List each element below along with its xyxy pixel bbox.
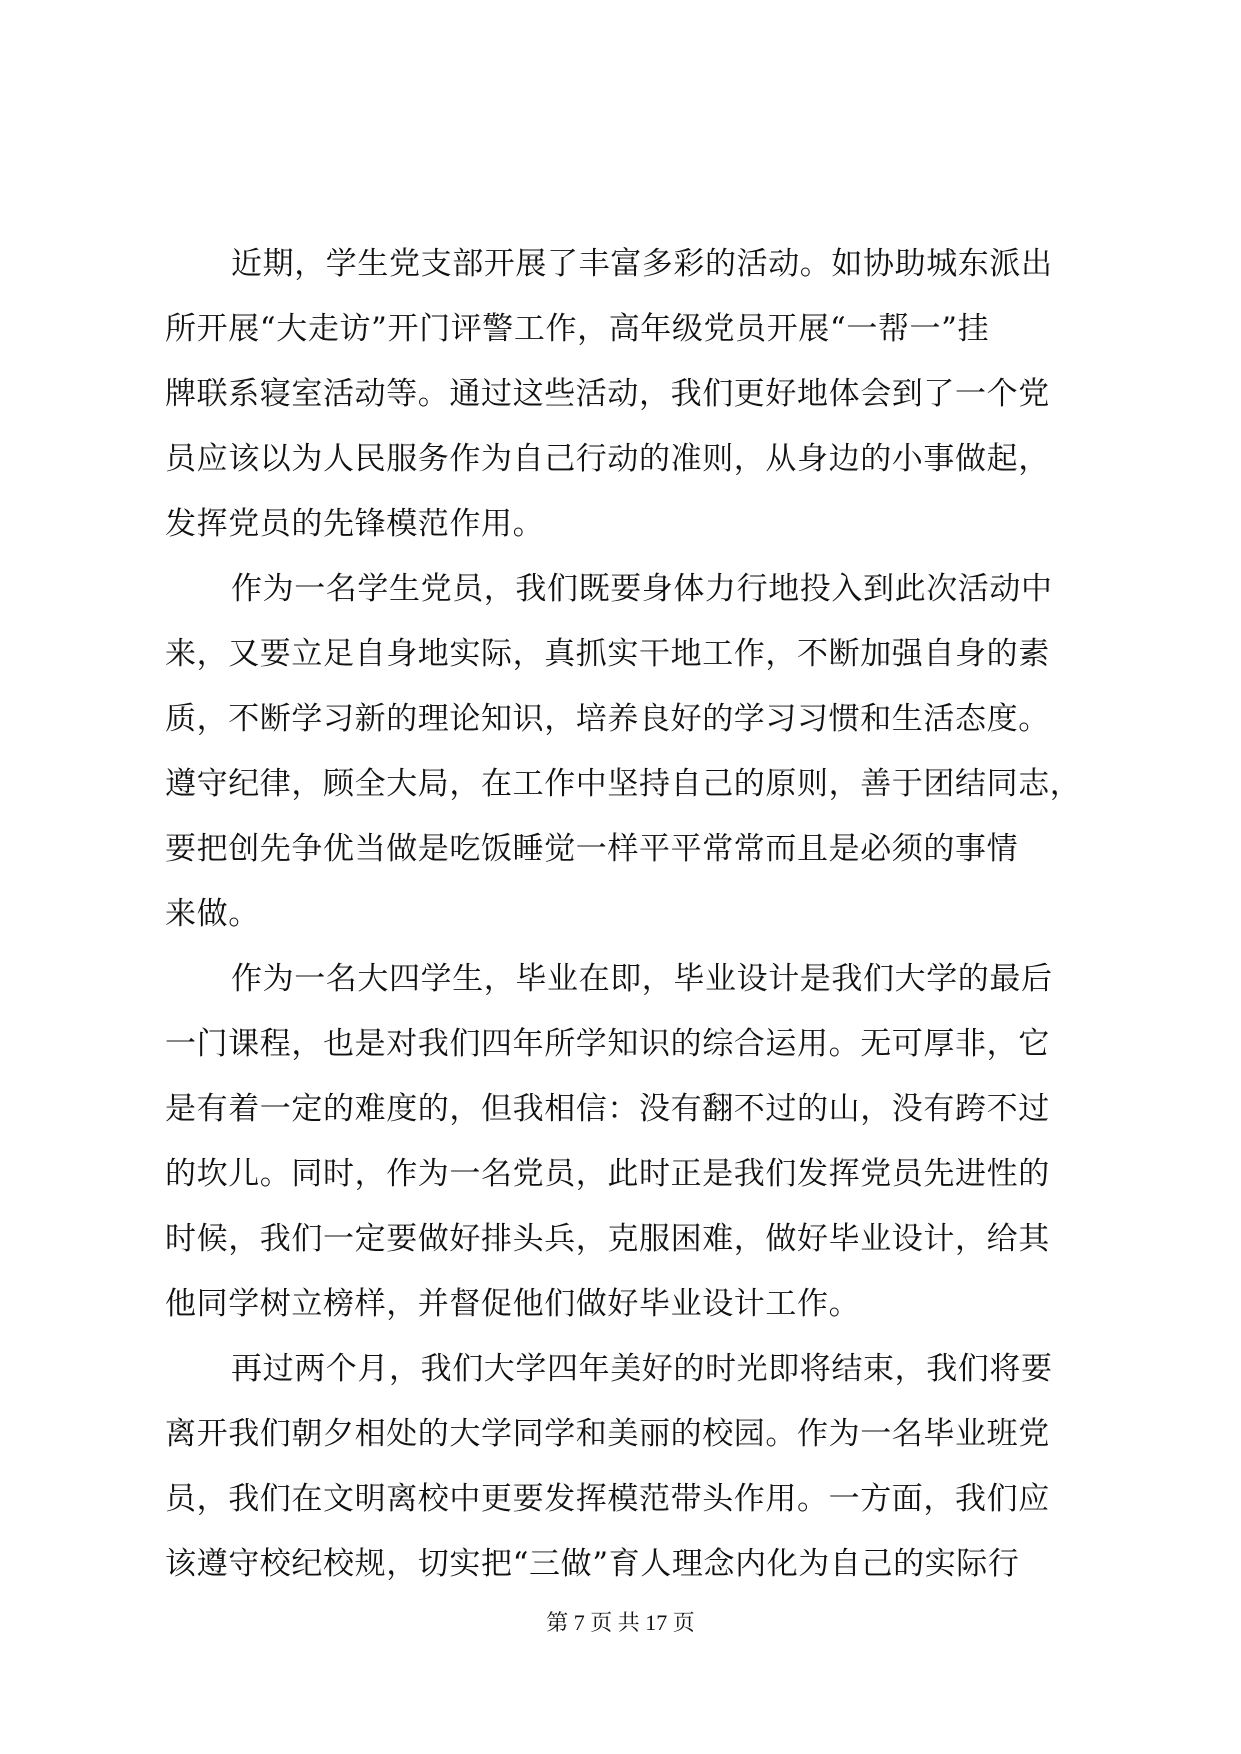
text-line: 来做。 (165, 896, 260, 932)
text-line: 所开展“大走访”开门评警工作，高年级党员开展“一帮一”挂 (165, 311, 990, 347)
text-line: 近期，学生党支部开展了丰富多彩的活动。如协助城东派出 (231, 246, 1053, 282)
text-line: 发挥党员的先锋模范作用。 (165, 506, 545, 542)
text-line: 作为一名大四学生，毕业在即，毕业设计是我们大学的最后 (231, 961, 1053, 997)
text-line: 的坎儿。同时，作为一名党员，此时正是我们发挥党员先进性的 (165, 1156, 1050, 1192)
paragraph-1 (165, 232, 1085, 557)
text-line: 离开我们朝夕相处的大学同学和美丽的校园。作为一名毕业班党 (165, 1416, 1050, 1452)
text-line: 来，又要立足自身地实际，真抓实干地工作，不断加强自身的素 (165, 636, 1050, 672)
text-line: 是有着一定的难度的，但我相信：没有翻不过的山，没有跨不过 (165, 1091, 1050, 1127)
text-line: 再过两个月，我们大学四年美好的时光即将结束，我们将要 (231, 1351, 1053, 1387)
text-line: 要把创先争优当做是吃饭睡觉一样平平常常而且是必须的事情 (165, 831, 1019, 867)
page-number-footer: 第 7 页 共 17 页 (546, 1610, 695, 1635)
text-line: 一门课程，也是对我们四年所学知识的综合运用。无可厚非，它 (165, 1026, 1050, 1062)
text-line: 遵守纪律，顾全大局，在工作中坚持自己的原则，善于团结同志， (165, 766, 1082, 802)
text-line: 员应该以为人民服务作为自己行动的准则，从身边的小事做起， (165, 441, 1050, 477)
text-line: 他同学树立榜样，并督促他们做好毕业设计工作。 (165, 1286, 861, 1322)
paragraph-4 (165, 1337, 1085, 1597)
text-line: 该遵守校纪校规，切实把“三做”育人理念内化为自己的实际行 (165, 1546, 1020, 1582)
text-line: 员，我们在文明离校中更要发挥模范带头作用。一方面，我们应 (165, 1481, 1050, 1517)
paragraph-3 (165, 947, 1085, 1337)
paragraph-2 (165, 557, 1085, 947)
text-line: 时候，我们一定要做好排头兵，克服困难，做好毕业设计，给其 (165, 1221, 1050, 1257)
text-line: 作为一名学生党员，我们既要身体力行地投入到此次活动中 (231, 571, 1053, 607)
text-line: 质，不断学习新的理论知识，培养良好的学习习惯和生活态度。 (165, 701, 1050, 737)
document-body (165, 232, 1085, 1597)
text-line: 牌联系寝室活动等。通过这些活动，我们更好地体会到了一个党 (165, 376, 1050, 412)
